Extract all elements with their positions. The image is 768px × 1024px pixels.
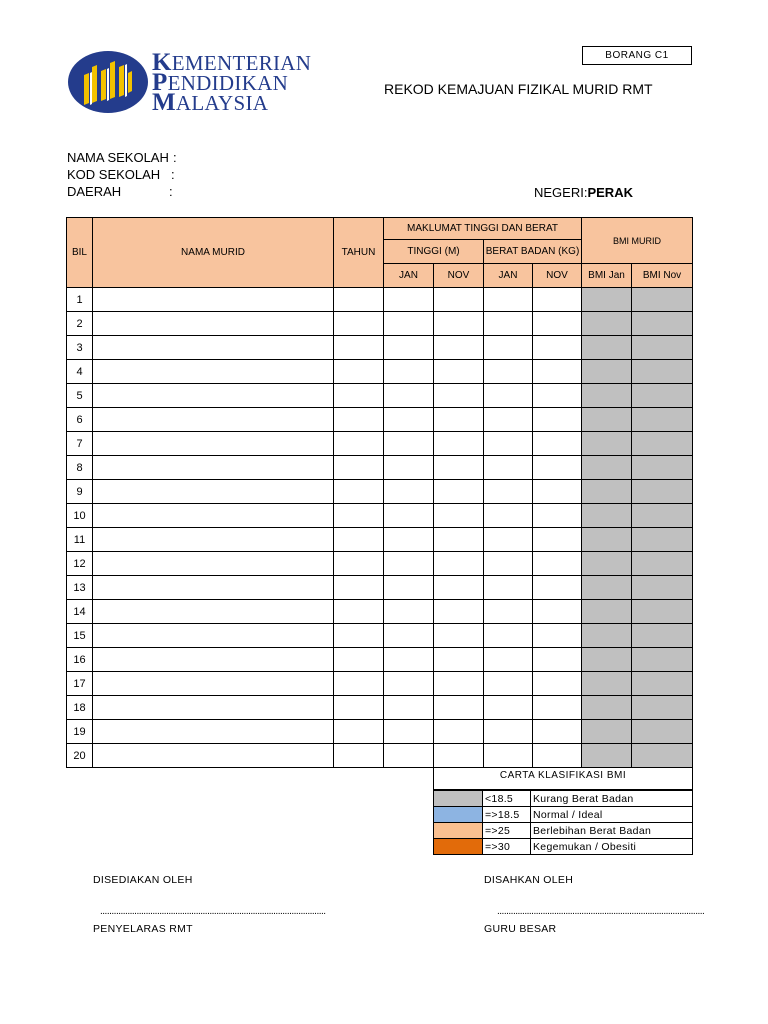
cell-tahun[interactable] bbox=[334, 432, 384, 456]
cell-nama[interactable] bbox=[93, 744, 334, 768]
cell-bmi-nov[interactable] bbox=[632, 336, 693, 360]
approved-role: GURU BESAR bbox=[484, 923, 557, 935]
cell-berat-jan[interactable] bbox=[484, 504, 533, 528]
cell-bmi-nov[interactable] bbox=[632, 504, 693, 528]
cell-tahun[interactable] bbox=[334, 696, 384, 720]
cell-nama[interactable] bbox=[93, 576, 334, 600]
cell-tinggi-nov[interactable] bbox=[434, 720, 484, 744]
cell-bmi-nov[interactable] bbox=[632, 408, 693, 432]
cell-tinggi-jan[interactable] bbox=[384, 312, 434, 336]
header-maklumat: MAKLUMAT TINGGI DAN BERAT bbox=[384, 218, 582, 240]
cell-bil: 14 bbox=[67, 600, 93, 624]
table-row bbox=[67, 720, 693, 744]
page-title: REKOD KEMAJUAN FIZIKAL MURID RMT bbox=[384, 81, 653, 97]
cell-berat-jan[interactable] bbox=[484, 480, 533, 504]
cell-tinggi-jan[interactable] bbox=[384, 384, 434, 408]
cell-berat-nov[interactable] bbox=[533, 312, 582, 336]
cell-berat-jan[interactable] bbox=[484, 336, 533, 360]
table-body bbox=[67, 288, 693, 768]
cell-berat-nov[interactable] bbox=[533, 456, 582, 480]
cell-tinggi-jan[interactable] bbox=[384, 744, 434, 768]
cell-tinggi-jan[interactable] bbox=[384, 552, 434, 576]
header-bmi-nov: BMI Nov bbox=[632, 264, 693, 288]
table-row bbox=[67, 672, 693, 696]
ministry-logo-text: KEMENTERIAN PENDIDIKAN MALAYSIA bbox=[152, 49, 312, 116]
table-row bbox=[67, 288, 693, 312]
cell-berat-jan[interactable] bbox=[484, 360, 533, 384]
table-row bbox=[67, 336, 693, 360]
cell-bmi-nov[interactable] bbox=[632, 288, 693, 312]
cell-bmi-nov[interactable] bbox=[632, 672, 693, 696]
cell-bmi-jan[interactable] bbox=[582, 312, 632, 336]
cell-tahun[interactable] bbox=[334, 720, 384, 744]
cell-berat-jan[interactable] bbox=[484, 600, 533, 624]
cell-tinggi-nov[interactable] bbox=[434, 360, 484, 384]
cell-tahun[interactable] bbox=[334, 528, 384, 552]
legend-row bbox=[434, 791, 693, 807]
approved-signature-line: ........................................................................................... bbox=[497, 906, 705, 917]
cell-tinggi-nov[interactable] bbox=[434, 648, 484, 672]
cell-bil: 8 bbox=[67, 456, 93, 480]
cell-berat-nov[interactable] bbox=[533, 408, 582, 432]
cell-tahun[interactable] bbox=[334, 456, 384, 480]
cell-tinggi-nov[interactable] bbox=[434, 528, 484, 552]
bmi-legend bbox=[433, 790, 693, 855]
cell-tinggi-nov[interactable] bbox=[434, 432, 484, 456]
cell-berat-jan[interactable] bbox=[484, 288, 533, 312]
negeri-value: PERAK bbox=[587, 185, 633, 200]
cell-tinggi-jan[interactable] bbox=[384, 336, 434, 360]
cell-tinggi-jan[interactable] bbox=[384, 672, 434, 696]
table-row bbox=[67, 480, 693, 504]
cell-bmi-nov[interactable] bbox=[632, 720, 693, 744]
legend-swatch bbox=[434, 839, 483, 855]
cell-tinggi-nov[interactable] bbox=[434, 576, 484, 600]
legend-swatch bbox=[434, 823, 483, 839]
cell-bil: 16 bbox=[67, 648, 93, 672]
legend-label: Normal / Ideal bbox=[531, 807, 693, 823]
header-berat-jan: JAN bbox=[484, 264, 533, 288]
cell-bmi-nov[interactable] bbox=[632, 384, 693, 408]
cell-tahun[interactable] bbox=[334, 312, 384, 336]
legend-row bbox=[434, 807, 693, 823]
cell-nama[interactable] bbox=[93, 696, 334, 720]
cell-bmi-nov[interactable] bbox=[632, 600, 693, 624]
header-berat-nov: NOV bbox=[533, 264, 582, 288]
cell-tinggi-nov[interactable] bbox=[434, 312, 484, 336]
cell-tinggi-nov[interactable] bbox=[434, 288, 484, 312]
cell-berat-jan[interactable] bbox=[484, 432, 533, 456]
cell-bmi-jan[interactable] bbox=[582, 528, 632, 552]
cell-bil: 18 bbox=[67, 696, 93, 720]
student-record-table bbox=[66, 217, 693, 768]
table-row bbox=[67, 384, 693, 408]
table-row bbox=[67, 528, 693, 552]
cell-tinggi-nov[interactable] bbox=[434, 624, 484, 648]
cell-bmi-jan[interactable] bbox=[582, 480, 632, 504]
cell-bmi-jan[interactable] bbox=[582, 360, 632, 384]
cell-nama[interactable] bbox=[93, 312, 334, 336]
cell-tahun[interactable] bbox=[334, 648, 384, 672]
cell-nama[interactable] bbox=[93, 648, 334, 672]
legend-range: <18.5 bbox=[483, 791, 531, 807]
cell-bil: 3 bbox=[67, 336, 93, 360]
nama-sekolah-colon: : bbox=[173, 150, 177, 165]
cell-berat-nov[interactable] bbox=[533, 600, 582, 624]
cell-berat-jan[interactable] bbox=[484, 648, 533, 672]
cell-tahun[interactable] bbox=[334, 624, 384, 648]
cell-tinggi-nov[interactable] bbox=[434, 408, 484, 432]
cell-nama[interactable] bbox=[93, 408, 334, 432]
cell-berat-jan[interactable] bbox=[484, 408, 533, 432]
cell-bil: 9 bbox=[67, 480, 93, 504]
cell-berat-nov[interactable] bbox=[533, 360, 582, 384]
cell-tinggi-nov[interactable] bbox=[434, 480, 484, 504]
cell-nama[interactable] bbox=[93, 600, 334, 624]
cell-tinggi-jan[interactable] bbox=[384, 576, 434, 600]
cell-nama[interactable] bbox=[93, 624, 334, 648]
legend-title: CARTA KLASIFIKASI BMI bbox=[433, 764, 693, 790]
table-row bbox=[67, 360, 693, 384]
cell-tinggi-jan[interactable] bbox=[384, 624, 434, 648]
cell-bmi-nov[interactable] bbox=[632, 480, 693, 504]
cell-bmi-nov[interactable] bbox=[632, 648, 693, 672]
cell-berat-nov[interactable] bbox=[533, 336, 582, 360]
legend-label: Kegemukan / Obesiti bbox=[531, 839, 693, 855]
cell-tinggi-nov[interactable] bbox=[434, 456, 484, 480]
cell-bmi-nov[interactable] bbox=[632, 624, 693, 648]
header-tinggi-nov: NOV bbox=[434, 264, 484, 288]
header-berat: BERAT BADAN (KG) bbox=[484, 240, 582, 264]
cell-nama[interactable] bbox=[93, 720, 334, 744]
legend-row bbox=[434, 839, 693, 855]
cell-bmi-nov[interactable] bbox=[632, 552, 693, 576]
cell-tahun[interactable] bbox=[334, 504, 384, 528]
cell-nama[interactable] bbox=[93, 480, 334, 504]
cell-tahun[interactable] bbox=[334, 336, 384, 360]
cell-tinggi-nov[interactable] bbox=[434, 552, 484, 576]
table-row bbox=[67, 624, 693, 648]
cell-bmi-nov[interactable] bbox=[632, 456, 693, 480]
cell-tinggi-jan[interactable] bbox=[384, 504, 434, 528]
cell-tinggi-nov[interactable] bbox=[434, 696, 484, 720]
cell-tahun[interactable] bbox=[334, 384, 384, 408]
cell-tinggi-jan[interactable] bbox=[384, 408, 434, 432]
legend-range: =>30 bbox=[483, 839, 531, 855]
cell-nama[interactable] bbox=[93, 288, 334, 312]
legend-swatch bbox=[434, 791, 483, 807]
cell-bmi-jan[interactable] bbox=[582, 336, 632, 360]
cell-berat-nov[interactable] bbox=[533, 432, 582, 456]
cell-tahun[interactable] bbox=[334, 600, 384, 624]
cell-berat-nov[interactable] bbox=[533, 624, 582, 648]
negeri-field bbox=[534, 185, 633, 200]
cell-tinggi-jan[interactable] bbox=[384, 720, 434, 744]
cell-tahun[interactable] bbox=[334, 672, 384, 696]
header-tahun: TAHUN bbox=[334, 218, 384, 288]
cell-bmi-nov[interactable] bbox=[632, 360, 693, 384]
cell-nama[interactable] bbox=[93, 456, 334, 480]
cell-bmi-jan[interactable] bbox=[582, 576, 632, 600]
cell-nama[interactable] bbox=[93, 552, 334, 576]
cell-tinggi-jan[interactable] bbox=[384, 648, 434, 672]
cell-tinggi-jan[interactable] bbox=[384, 360, 434, 384]
ministry-logo-emblem bbox=[68, 51, 148, 113]
cell-bmi-jan[interactable] bbox=[582, 600, 632, 624]
legend-range: =>25 bbox=[483, 823, 531, 839]
prepared-signature-line: ................................................................................................... bbox=[100, 906, 326, 917]
cell-berat-nov[interactable] bbox=[533, 696, 582, 720]
cell-berat-jan[interactable] bbox=[484, 624, 533, 648]
form-code-box: BORANG C1 bbox=[582, 46, 692, 65]
cell-tinggi-jan[interactable] bbox=[384, 480, 434, 504]
cell-bmi-jan[interactable] bbox=[582, 432, 632, 456]
cell-bmi-jan[interactable] bbox=[582, 648, 632, 672]
header-bmi-murid: BMI MURID bbox=[582, 218, 693, 264]
cell-tinggi-nov[interactable] bbox=[434, 600, 484, 624]
cell-bmi-jan[interactable] bbox=[582, 456, 632, 480]
negeri-label: NEGERI: bbox=[534, 185, 588, 200]
cell-berat-jan[interactable] bbox=[484, 456, 533, 480]
cell-bmi-jan[interactable] bbox=[582, 408, 632, 432]
cell-bil: 10 bbox=[67, 504, 93, 528]
table-row bbox=[67, 576, 693, 600]
cell-bmi-jan[interactable] bbox=[582, 720, 632, 744]
cell-tahun[interactable] bbox=[334, 480, 384, 504]
cell-bil: 17 bbox=[67, 672, 93, 696]
table-row bbox=[67, 504, 693, 528]
table-row bbox=[67, 408, 693, 432]
table-row bbox=[67, 312, 693, 336]
cell-bmi-jan[interactable] bbox=[582, 696, 632, 720]
cell-berat-jan[interactable] bbox=[484, 672, 533, 696]
cell-nama[interactable] bbox=[93, 504, 334, 528]
legend-row bbox=[434, 823, 693, 839]
table-row bbox=[67, 600, 693, 624]
cell-bil: 2 bbox=[67, 312, 93, 336]
cell-berat-jan[interactable] bbox=[484, 552, 533, 576]
cell-berat-jan[interactable] bbox=[484, 696, 533, 720]
cell-tahun[interactable] bbox=[334, 552, 384, 576]
table-row bbox=[67, 432, 693, 456]
cell-berat-nov[interactable] bbox=[533, 672, 582, 696]
cell-berat-nov[interactable] bbox=[533, 480, 582, 504]
cell-nama[interactable] bbox=[93, 528, 334, 552]
cell-tahun[interactable] bbox=[334, 360, 384, 384]
cell-bil: 6 bbox=[67, 408, 93, 432]
cell-berat-nov[interactable] bbox=[533, 384, 582, 408]
cell-bil: 7 bbox=[67, 432, 93, 456]
cell-bil: 1 bbox=[67, 288, 93, 312]
cell-berat-nov[interactable] bbox=[533, 552, 582, 576]
cell-bil: 4 bbox=[67, 360, 93, 384]
legend-label: Kurang Berat Badan bbox=[531, 791, 693, 807]
cell-berat-nov[interactable] bbox=[533, 720, 582, 744]
cell-tinggi-nov[interactable] bbox=[434, 336, 484, 360]
cell-berat-jan[interactable] bbox=[484, 720, 533, 744]
legend-label: Berlebihan Berat Badan bbox=[531, 823, 693, 839]
cell-bmi-jan[interactable] bbox=[582, 504, 632, 528]
cell-berat-jan[interactable] bbox=[484, 528, 533, 552]
cell-tinggi-jan[interactable] bbox=[384, 432, 434, 456]
cell-tinggi-jan[interactable] bbox=[384, 456, 434, 480]
daerah-label: DAERAH bbox=[67, 184, 122, 199]
kod-sekolah-colon: : bbox=[171, 167, 175, 182]
cell-bmi-jan[interactable] bbox=[582, 288, 632, 312]
cell-tahun[interactable] bbox=[334, 408, 384, 432]
cell-berat-nov[interactable] bbox=[533, 576, 582, 600]
cell-nama[interactable] bbox=[93, 432, 334, 456]
cell-nama[interactable] bbox=[93, 672, 334, 696]
cell-tinggi-jan[interactable] bbox=[384, 696, 434, 720]
table-row bbox=[67, 552, 693, 576]
cell-tahun[interactable] bbox=[334, 288, 384, 312]
header-nama-murid: NAMA MURID bbox=[93, 218, 334, 288]
cell-bmi-jan[interactable] bbox=[582, 624, 632, 648]
cell-berat-jan[interactable] bbox=[484, 312, 533, 336]
cell-bmi-nov[interactable] bbox=[632, 432, 693, 456]
cell-bil: 19 bbox=[67, 720, 93, 744]
cell-tinggi-nov[interactable] bbox=[434, 672, 484, 696]
cell-nama[interactable] bbox=[93, 360, 334, 384]
cell-berat-nov[interactable] bbox=[533, 648, 582, 672]
header-tinggi-jan: JAN bbox=[384, 264, 434, 288]
cell-nama[interactable] bbox=[93, 384, 334, 408]
daerah-colon: : bbox=[169, 184, 173, 199]
cell-tinggi-nov[interactable] bbox=[434, 504, 484, 528]
header-bil: BIL bbox=[67, 218, 93, 288]
emblem-icon bbox=[68, 51, 148, 113]
cell-bil: 11 bbox=[67, 528, 93, 552]
cell-bil: 12 bbox=[67, 552, 93, 576]
kod-sekolah-label: KOD SEKOLAH bbox=[67, 167, 161, 182]
prepared-role: PENYELARAS RMT bbox=[93, 923, 193, 935]
legend-range: =>18.5 bbox=[483, 807, 531, 823]
cell-nama[interactable] bbox=[93, 336, 334, 360]
cell-bmi-nov[interactable] bbox=[632, 576, 693, 600]
cell-tinggi-jan[interactable] bbox=[384, 528, 434, 552]
table-row bbox=[67, 696, 693, 720]
cell-berat-jan[interactable] bbox=[484, 576, 533, 600]
table-row bbox=[67, 456, 693, 480]
cell-berat-jan[interactable] bbox=[484, 384, 533, 408]
legend-swatch bbox=[434, 807, 483, 823]
header-tinggi: TINGGI (M) bbox=[384, 240, 484, 264]
cell-bil: 15 bbox=[67, 624, 93, 648]
cell-tinggi-jan[interactable] bbox=[384, 600, 434, 624]
cell-bil: 5 bbox=[67, 384, 93, 408]
cell-bmi-nov[interactable] bbox=[632, 696, 693, 720]
cell-bil: 13 bbox=[67, 576, 93, 600]
nama-sekolah-label: NAMA SEKOLAH bbox=[67, 150, 169, 165]
cell-bmi-nov[interactable] bbox=[632, 312, 693, 336]
cell-berat-nov[interactable] bbox=[533, 288, 582, 312]
cell-bil: 20 bbox=[67, 744, 93, 768]
prepared-by-label: DISEDIAKAN OLEH bbox=[93, 874, 193, 886]
cell-tinggi-jan[interactable] bbox=[384, 288, 434, 312]
cell-bmi-jan[interactable] bbox=[582, 672, 632, 696]
cell-bmi-jan[interactable] bbox=[582, 384, 632, 408]
cell-tahun[interactable] bbox=[334, 576, 384, 600]
cell-berat-nov[interactable] bbox=[533, 528, 582, 552]
cell-tahun[interactable] bbox=[334, 744, 384, 768]
header-bmi-jan: BMI Jan bbox=[582, 264, 632, 288]
cell-bmi-nov[interactable] bbox=[632, 528, 693, 552]
table-row bbox=[67, 648, 693, 672]
cell-bmi-jan[interactable] bbox=[582, 552, 632, 576]
cell-tinggi-nov[interactable] bbox=[434, 384, 484, 408]
cell-berat-nov[interactable] bbox=[533, 504, 582, 528]
approved-by-label: DISAHKAN OLEH bbox=[484, 874, 574, 886]
